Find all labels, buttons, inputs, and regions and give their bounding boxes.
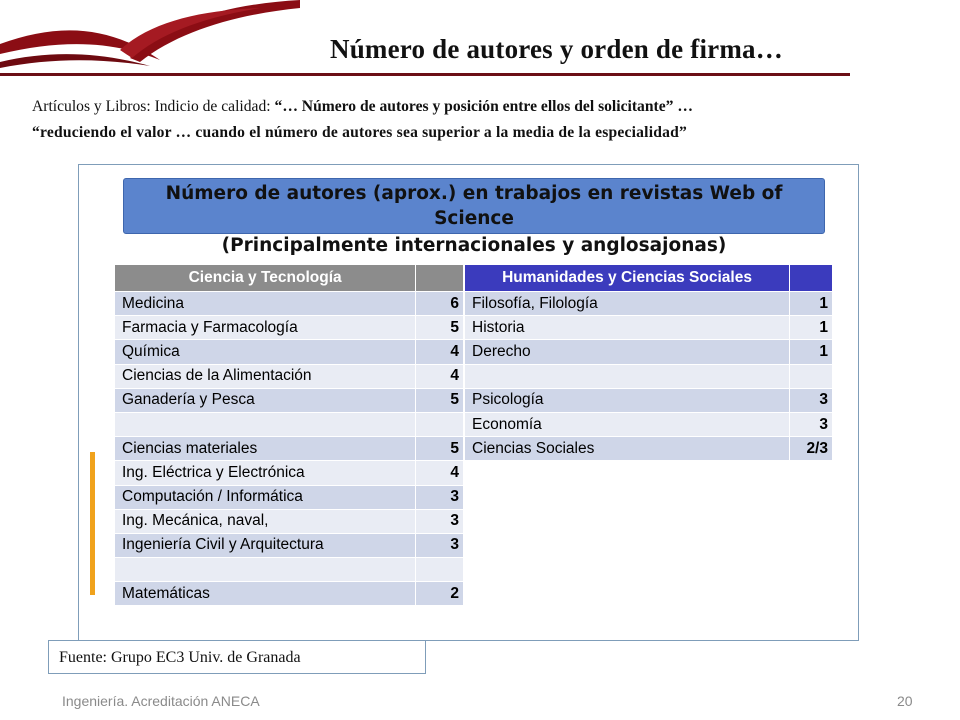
row-value: 3 — [416, 509, 464, 533]
table-row — [465, 364, 833, 388]
row-label: Ing. Eléctrica y Electrónica — [115, 461, 416, 485]
table-row — [115, 437, 464, 461]
intro-line-2: “reduciendo el valor … cuando el número de autores sea superior a la media de la especialidad” — [32, 124, 687, 141]
figure-frame — [78, 164, 859, 641]
source-note: Fuente: Grupo EC3 Univ. de Granada — [48, 640, 426, 674]
table-row — [115, 388, 464, 412]
title-divider — [0, 73, 850, 76]
table-row — [465, 388, 833, 412]
row-label: Economía — [465, 412, 790, 436]
row-label: Filosofía, Filología — [465, 292, 790, 316]
table-row — [465, 437, 833, 461]
highlight-bar — [90, 452, 95, 595]
row-value: 2/3 — [790, 437, 833, 461]
header-blank — [790, 265, 833, 292]
table-row — [115, 558, 464, 582]
row-value: 5 — [416, 437, 464, 461]
row-value: 2 — [416, 582, 464, 606]
row-value: 4 — [416, 461, 464, 485]
row-label: Farmacia y Farmacología — [115, 316, 416, 340]
table-row — [465, 292, 833, 316]
table-row — [115, 509, 464, 533]
table-row — [115, 461, 464, 485]
table-row — [115, 340, 464, 364]
intro-quote: “… Número de autores y posición entre ellos del solicitante” … — [274, 98, 693, 115]
table-row — [465, 412, 833, 436]
row-value: 1 — [790, 340, 833, 364]
row-label: Ciencias de la Alimentación — [115, 364, 416, 388]
row-value — [416, 558, 464, 582]
row-label: Ing. Mecánica, naval, — [115, 509, 416, 533]
header-blank — [416, 265, 464, 292]
slide-title: Número de autores y orden de firma… — [330, 34, 783, 64]
row-value: 3 — [790, 412, 833, 436]
row-value: 4 — [416, 340, 464, 364]
row-value: 3 — [790, 388, 833, 412]
book-logo-icon — [0, 0, 300, 72]
figure-banner — [123, 178, 825, 256]
row-value: 5 — [416, 316, 464, 340]
table-row — [465, 340, 833, 364]
row-label: Medicina — [115, 292, 416, 316]
row-value: 1 — [790, 316, 833, 340]
table-row — [115, 412, 464, 436]
banner-line-1: Número de autores (aprox.) en trabajos en revistas Web of Science — [165, 183, 783, 229]
row-label — [115, 412, 416, 436]
footer-text: Ingeniería. Acreditación ANECA — [62, 693, 260, 709]
science-technology-header: Ciencia y Tecnología — [115, 265, 416, 292]
table-row — [115, 533, 464, 557]
row-value: 4 — [416, 364, 464, 388]
row-value — [416, 412, 464, 436]
table-row — [465, 316, 833, 340]
intro-line-1 — [32, 98, 693, 116]
banner-line-2: (Principalmente internacionales y anglosajonas) — [221, 235, 727, 256]
row-label: Ingeniería Civil y Arquitectura — [115, 533, 416, 557]
row-value: 6 — [416, 292, 464, 316]
row-value: 3 — [416, 533, 464, 557]
row-label — [465, 364, 790, 388]
table-row — [115, 292, 464, 316]
row-label: Computación / Informática — [115, 485, 416, 509]
table-row — [115, 582, 464, 606]
row-label: Química — [115, 340, 416, 364]
science-technology-table — [114, 264, 464, 606]
row-label — [115, 558, 416, 582]
row-value: 5 — [416, 388, 464, 412]
intro-prefix: Artículos y Libros: Indicio de calidad: — [32, 98, 275, 115]
humanities-header: Humanidades y Ciencias Sociales — [465, 265, 790, 292]
page-number: 20 — [897, 693, 913, 709]
table-row — [115, 485, 464, 509]
row-label: Ciencias Sociales — [465, 437, 790, 461]
row-label: Derecho — [465, 340, 790, 364]
table-row — [115, 316, 464, 340]
row-label: Psicología — [465, 388, 790, 412]
row-label: Matemáticas — [115, 582, 416, 606]
row-value — [790, 364, 833, 388]
row-label: Ciencias materiales — [115, 437, 416, 461]
row-label: Historia — [465, 316, 790, 340]
humanities-social-sciences-table — [464, 264, 833, 461]
row-label: Ganadería y Pesca — [115, 388, 416, 412]
row-value: 3 — [416, 485, 464, 509]
row-value: 1 — [790, 292, 833, 316]
table-row — [115, 364, 464, 388]
